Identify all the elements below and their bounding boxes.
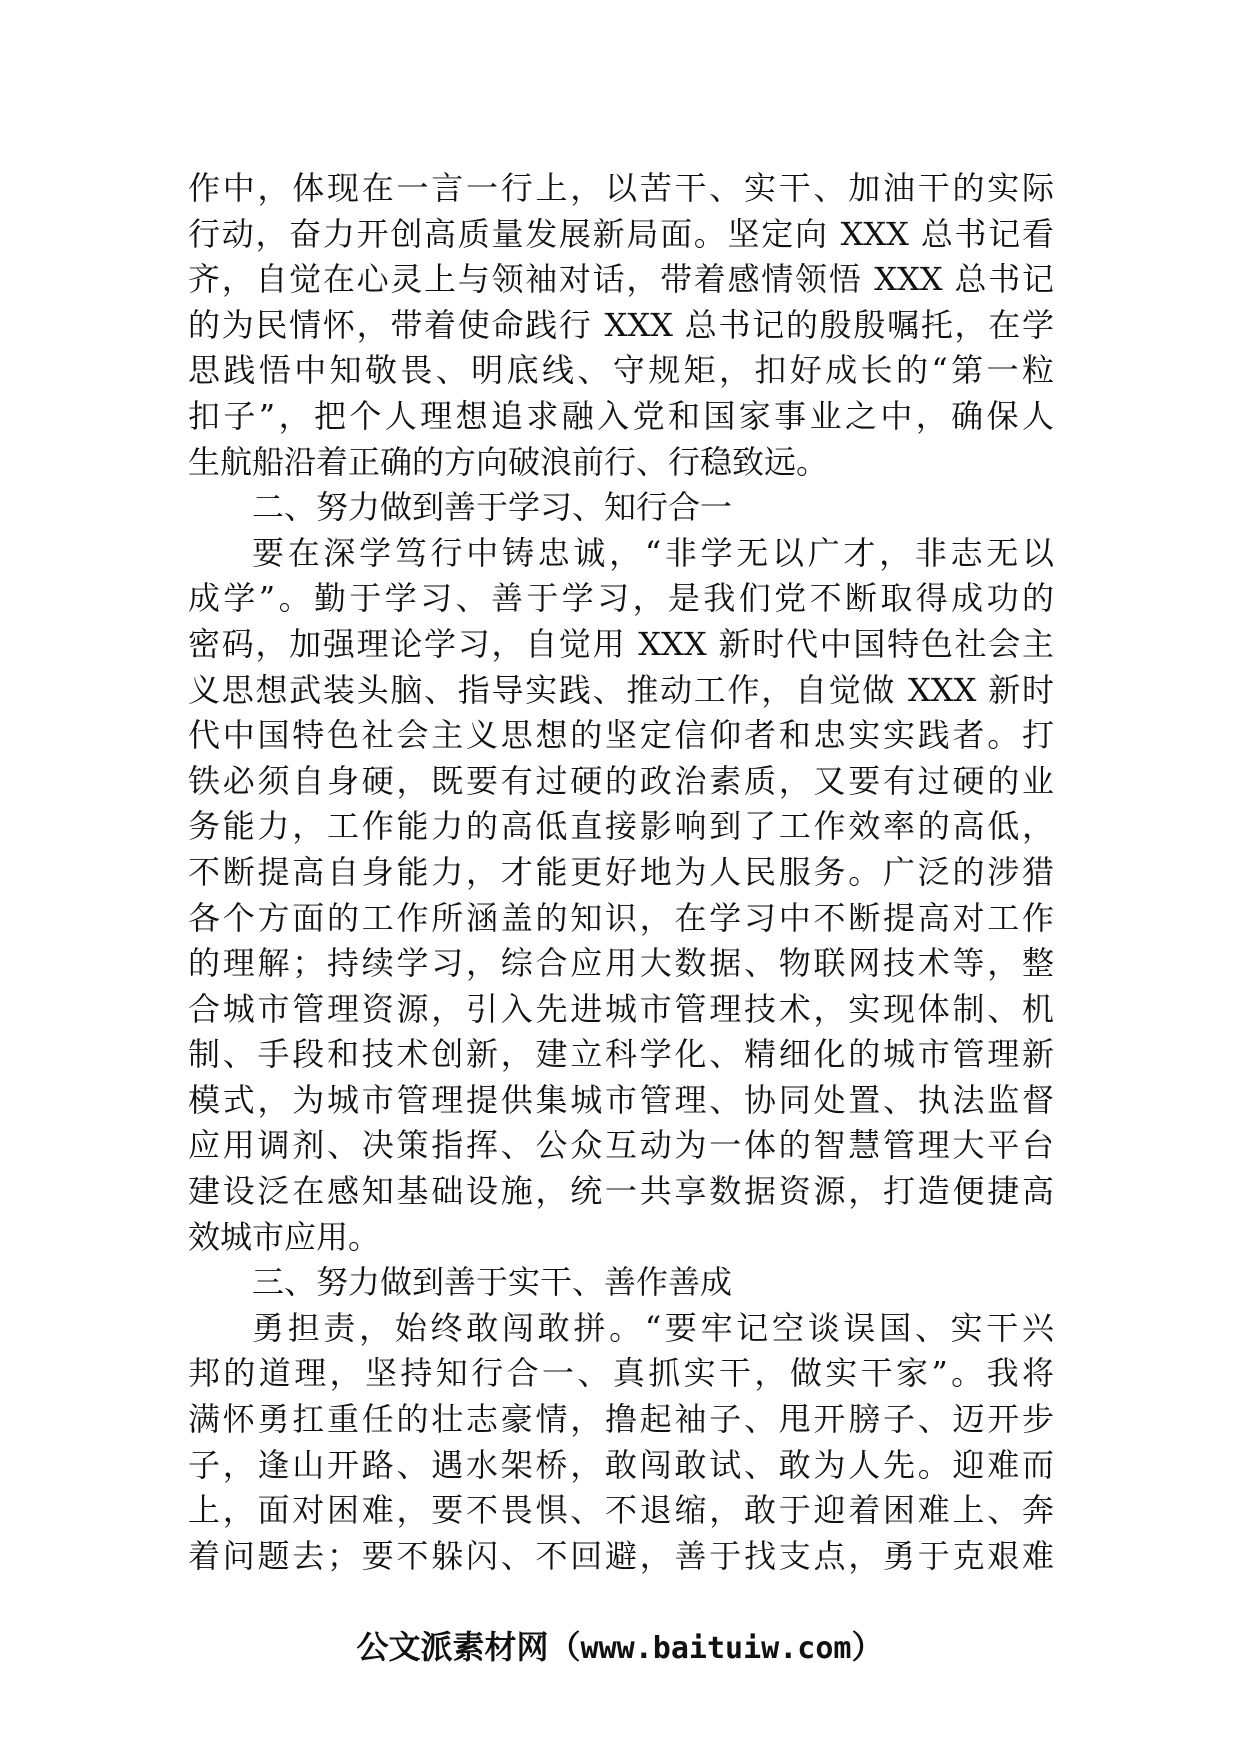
text-line: 各个方面的工作所涵盖的知识，在学习中不断提高对工作	[188, 898, 1054, 937]
text-line: 扣子”，把个人理想追求融入党和国家事业之中，确保人	[188, 396, 1054, 435]
text-line: 建设泛在感知基础设施，统一共享数据资源，打造便捷高	[188, 1172, 1054, 1211]
text-line: 勇担责，始终敢闯敢拼。“要牢记空谈误国、实干兴	[252, 1308, 1054, 1347]
text-line: 子，逢山开路、遇水架桥，敢闯敢试、敢为人先。迎难而	[188, 1445, 1054, 1484]
text-line: 的理解；持续学习，综合应用大数据、物联网技术等，整	[188, 944, 1054, 983]
footer-site-name: 公文派素材网	[356, 1628, 549, 1666]
section-heading: 二、努力做到善于学习、知行合一	[252, 488, 733, 527]
text-line: 合城市管理资源，引入先进城市管理技术，实现体制、机	[188, 989, 1054, 1028]
text-line: 密码，加强理论学习，自觉用 XXX 新时代中国特色社会主	[188, 624, 1054, 663]
text-line: 生航船沿着正确的方向破浪前行、行稳致远。	[188, 442, 829, 481]
text-line: 模式，为城市管理提供集城市管理、协同处置、执法监督	[188, 1080, 1054, 1119]
text-line: 作中，体现在一言一行上，以苦干、实干、加油干的实际	[188, 169, 1054, 207]
document-body	[188, 166, 1054, 1579]
text-line: 的为民情怀，带着使命践行 XXX 总书记的殷殷嘱托，在学	[188, 305, 1054, 344]
text-line: 效城市应用。	[188, 1217, 381, 1256]
text-line: 行动，奋力开创高质量发展新局面。坚定向 XXX 总书记看	[188, 214, 1054, 253]
text-line: 义思想武装头脑、指导实践、推动工作，自觉做 XXX 新时	[188, 670, 1054, 709]
footer-url: www.baituiw.com	[580, 1631, 852, 1666]
text-line: 要在深学笃行中铸忠诚，“非学无以广才，非志无以	[252, 533, 1054, 572]
section-heading: 三、努力做到善于实干、善作善成	[252, 1263, 733, 1302]
text-line: 满怀勇扛重任的壮志豪情，撸起袖子、甩开膀子、迈开步	[188, 1400, 1054, 1439]
text-line: 制、手段和技术创新，建立科学化、精细化的城市管理新	[188, 1035, 1054, 1074]
text-line: 着问题去；要不躲闪、不回避，善于找支点，勇于克艰难	[188, 1536, 1054, 1575]
text-line: 不断提高自身能力，才能更好地为人民服务。广泛的涉猎	[188, 852, 1054, 891]
text-line: 成学”。勤于学习、善于学习，是我们党不断取得成功的	[188, 579, 1054, 618]
text-line: 铁必须自身硬，既要有过硬的政治素质，又要有过硬的业	[188, 761, 1054, 800]
text-line: 邦的道理，坚持知行合一、真抓实干，做实干家”。我将	[188, 1354, 1054, 1393]
page-footer	[0, 1622, 1240, 1672]
text-line: 思践悟中知敬畏、明底线、守规矩，扣好成长的“第一粒	[188, 351, 1054, 390]
text-line: 代中国特色社会主义思想的坚定信仰者和忠实实践者。打	[188, 716, 1054, 755]
text-line: 务能力，工作能力的高低直接影响到了工作效率的高低，	[188, 807, 1054, 846]
text-line: 齐，自觉在心灵上与领袖对话，带着感情领悟 XXX 总书记	[188, 260, 1054, 299]
text-line: 上，面对困难，要不畏惧、不退缩，敢于迎着困难上、奔	[188, 1491, 1054, 1530]
footer-paren-close: ）	[851, 1628, 884, 1666]
text-line: 应用调剂、决策指挥、公众互动为一体的智慧管理大平台	[188, 1126, 1054, 1165]
footer-paren-open: （	[548, 1628, 581, 1666]
